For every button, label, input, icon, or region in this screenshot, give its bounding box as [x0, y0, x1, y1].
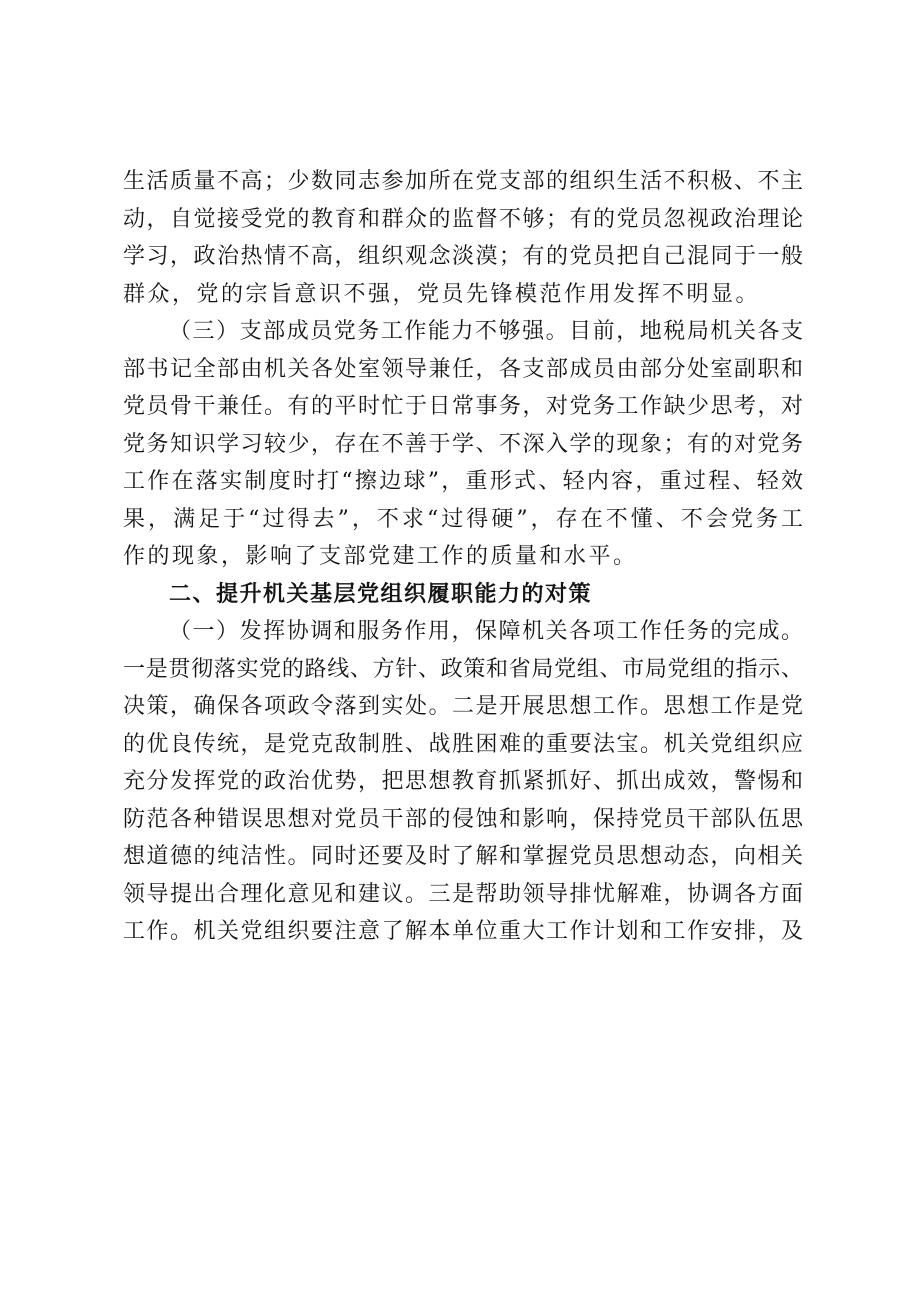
paragraph-line: 工作在落实制度时打“擦边球”，重形式、轻内容，重过程、轻效 — [123, 469, 803, 494]
paragraph-line: 动，自觉接受党的教育和群众的监督不够；有的党员忽视政治理论 — [123, 206, 803, 232]
paragraph-line: 作的现象，影响了支部党建工作的质量和水平。 — [123, 544, 638, 569]
paragraph-line: 生活质量不高；少数同志参加所在党支部的组织生活不积极、不主 — [123, 169, 803, 194]
paragraph-line: 党员骨干兼任。有的平时忙于日常事务，对党务工作缺少思考，对 — [123, 394, 803, 419]
paragraph-line: 充分发挥党的政治优势，把思想教育抓紧抓好、抓出成效，警惕和 — [123, 769, 803, 794]
paragraph-line: 果，满足于“过得去”，不求“过得硬”，存在不懂、不会党务工 — [123, 506, 803, 532]
paragraph-line: 决策，确保各项政令落到实处。二是开展思想工作。思想工作是党 — [123, 694, 803, 719]
paragraph-line: 学习，政治热情不高，组织观念淡漠；有的党员把自己混同于一般 — [123, 244, 803, 269]
document-body — [123, 163, 803, 951]
paragraph-line: 一是贯彻落实党的路线、方针、政策和省局党组、市局党组的指示、 — [123, 656, 803, 682]
paragraph-line: 党务知识学习较少，存在不善于学、不深入学的现象；有的对党务 — [123, 431, 803, 457]
paragraph-line: 群众，党的宗旨意识不强，党员先锋模范作用发挥不明显。 — [123, 281, 761, 307]
paragraph-line: （三）支部成员党务工作能力不够强。目前，地税局机关各支 — [169, 319, 803, 344]
paragraph-line: 工作。机关党组织要注意了解本单位重大工作计划和工作安排，及 — [123, 919, 803, 944]
paragraph-line: 部书记全部由机关各处室领导兼任，各支部成员由部分处室副职和 — [123, 356, 803, 382]
paragraph-line: （一）发挥协调和服务作用，保障机关各项工作任务的完成。 — [169, 619, 803, 644]
paragraph-line: 想道德的纯洁性。同时还要及时了解和掌握党员思想动态，向相关 — [123, 844, 803, 869]
paragraph-line: 领导提出合理化意见和建议。三是帮助领导排忧解难，协调各方面 — [123, 881, 803, 907]
paragraph-line: 的优良传统，是党克敌制胜、战胜困难的重要法宝。机关党组织应 — [123, 731, 803, 757]
section-heading: 二、提升机关基层党组织履职能力的对策 — [169, 581, 593, 607]
paragraph-line: 防范各种错误思想对党员干部的侵蚀和影响，保持党员干部队伍思 — [123, 806, 803, 832]
